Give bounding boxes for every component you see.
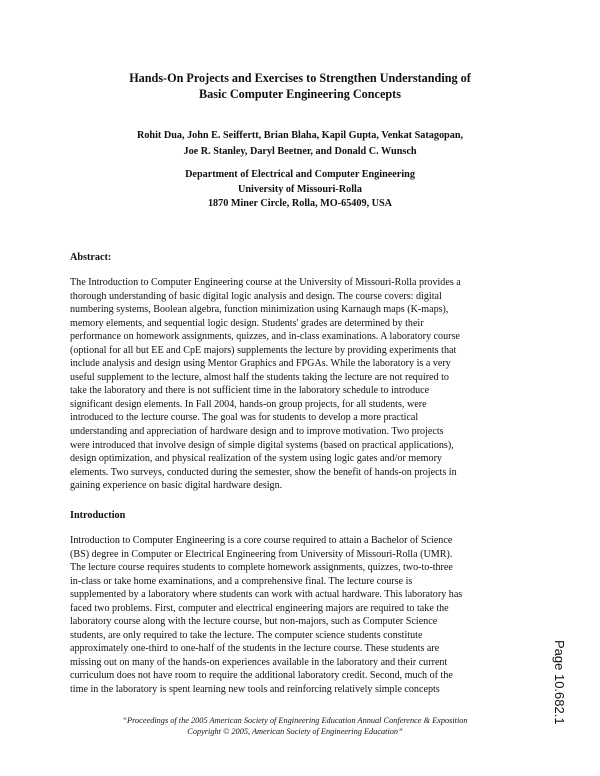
abstract-line: The Introduction to Computer Engineering course at the University of Missouri-Rolla provides a xyxy=(70,277,461,288)
author-line: Joe R. Stanley, Daryl Beetner, and Donald C. Wunsch xyxy=(183,146,417,157)
abstract-line: memory elements, and sequential logic design. Students' grades are determined by their xyxy=(70,317,424,329)
introduction-line: The lecture course requires students to complete homework assignments, quizzes, two-to-three xyxy=(70,562,453,574)
abstract-line: useful supplement to the lecture, almost half the students taking the lecture are not required to xyxy=(70,371,449,383)
title-line: Hands-On Projects and Exercises to Strengthen Understanding of xyxy=(129,71,471,85)
introduction-body xyxy=(70,534,540,697)
introduction-line: supplemented by a laboratory where students can work with actual hardware. This laboratory has xyxy=(70,589,463,601)
introduction-line: laboratory course along with the lecture course, but non-majors, such as Computer Science xyxy=(70,616,438,628)
abstract-line: performance on homework assignments, quizzes, and in-class examinations. A laboratory course xyxy=(70,331,460,343)
proceedings-footer xyxy=(60,715,530,737)
footer-line: “Proceedings of the 2005 American Society of Engineering Education Annual Conference & Exposition xyxy=(122,716,468,725)
introduction-line: curriculum does not have room to require the additional laboratory credit. Second, much of the xyxy=(70,670,453,682)
introduction-line: Introduction to Computer Engineering is a core course required to attain a Bachelor of Science xyxy=(70,535,453,546)
author-line: Rohit Dua, John E. Seiffertt, Brian Blaha, Kapil Gupta, Venkat Satagopan, xyxy=(136,130,464,141)
introduction-line: in-class or take home examinations, and a comprehensive final. The lecture course is xyxy=(70,575,413,587)
introduction-line: missing out on many of the hands-on experiences available in the laboratory and their current xyxy=(70,656,448,668)
department: Department of Electrical and Computer Engineering xyxy=(185,169,415,180)
address: 1870 Miner Circle, Rolla, MO-65409, USA xyxy=(207,198,393,209)
introduction-line: (BS) degree in Computer or Electrical Engineering from University of Missouri-Rolla (UMR). xyxy=(70,548,453,560)
abstract-line: elements. Two surveys, conducted during the semester, show the benefit of hands-on projects in xyxy=(70,466,457,478)
title-line: Basic Computer Engineering Concepts xyxy=(199,87,401,101)
abstract-line: introduced to the lecture course. The goal was for students to develop a more practical xyxy=(70,412,419,424)
abstract-line: were introduced that involve design of simple digital systems (based on practical applications), xyxy=(70,439,454,451)
abstract-line: include analysis and design using Mentor Graphics and FPGAs. While the laboratory is a very xyxy=(70,358,451,370)
abstract-body xyxy=(70,276,540,493)
footer-line: Copyright © 2005, American Society of Engineering Education” xyxy=(187,727,403,736)
introduction-line: students, are only required to take the lecture. The computer science students constitute xyxy=(70,629,423,641)
abstract-line: take the laboratory and there is not sufficient time in the laboratory schedule to introduce xyxy=(70,385,430,397)
introduction-line: faced two problems. First, computer and electrical engineering majors are required to take the xyxy=(70,602,449,614)
introduction-line: time in the laboratory is spent learning new tools and reinforcing relatively simple concepts xyxy=(70,684,440,696)
author-list xyxy=(70,128,530,160)
abstract-heading: Abstract: xyxy=(70,252,112,263)
university: University of Missouri-Rolla xyxy=(238,183,362,195)
abstract-line: gaining experience on basic digital hardware design. xyxy=(70,480,283,492)
abstract-line: understanding and appreciation of hardware design and to improve motivation. Two projects xyxy=(70,426,444,438)
introduction-line: approximately one-third to one-half of the students in the lecture course. These students are xyxy=(70,643,440,655)
abstract-line: numbering systems, Boolean algebra, function minimization using Karnaugh maps (K-maps), xyxy=(70,304,449,316)
page-number: Page 10.682.1 xyxy=(552,640,567,725)
abstract-line: design optimization, and physical realization of the system using logic gates and/or memory xyxy=(70,453,442,465)
paper-title xyxy=(70,70,530,102)
introduction-heading: Introduction xyxy=(70,510,126,521)
abstract-line: thorough understanding of basic digital logic analysis and design. The course covers: digital xyxy=(70,290,442,302)
affiliation xyxy=(70,168,530,212)
abstract-line: (optional for all but EE and CpE majors) supplements the lecture by providing experiments that xyxy=(70,344,457,356)
abstract-line: significant design elements. In Fall 2004, hands-on group projects, for all students, were xyxy=(70,398,427,410)
